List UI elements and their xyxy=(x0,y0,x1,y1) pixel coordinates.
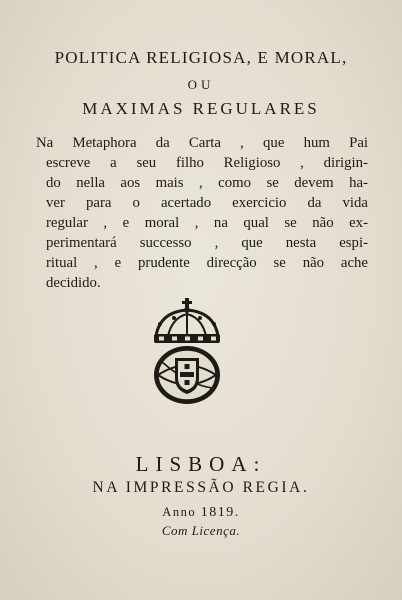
conjunction-ou: OU xyxy=(187,77,215,92)
description-line: ver para o acertado exercicio da vida xyxy=(46,195,368,211)
description-line: ritual , e prudente direcção se não ache xyxy=(46,255,368,271)
imprint-press: NA IMPRESSÃO REGIA. xyxy=(92,479,310,496)
imprint-year xyxy=(0,505,402,521)
description-line: decidido. xyxy=(46,275,101,291)
description-line: perimentará successo , que nesta espi- xyxy=(46,235,368,251)
description-line: do nella aos mais , como se devem ha- xyxy=(46,175,368,191)
imprint-licence: Com Licença. xyxy=(161,523,241,538)
description-paragraph xyxy=(36,133,368,293)
page-title: POLITICA RELIGIOSA, E MORAL, xyxy=(54,48,348,67)
page-subtitle: MAXIMAS REGULARES xyxy=(82,99,320,118)
imprint-place: LISBOA: xyxy=(135,452,267,476)
description-line: regular , e moral , na qual se não ex- xyxy=(46,215,368,231)
year-label: Anno xyxy=(162,505,197,519)
royal-coat-of-arms-icon xyxy=(146,296,228,408)
year-value: 1819. xyxy=(200,505,240,520)
description-line: Na Metaphora da Carta , que hum Pai xyxy=(36,135,368,151)
description-line: escreve a seu filho Religioso , dirigin- xyxy=(46,155,368,171)
